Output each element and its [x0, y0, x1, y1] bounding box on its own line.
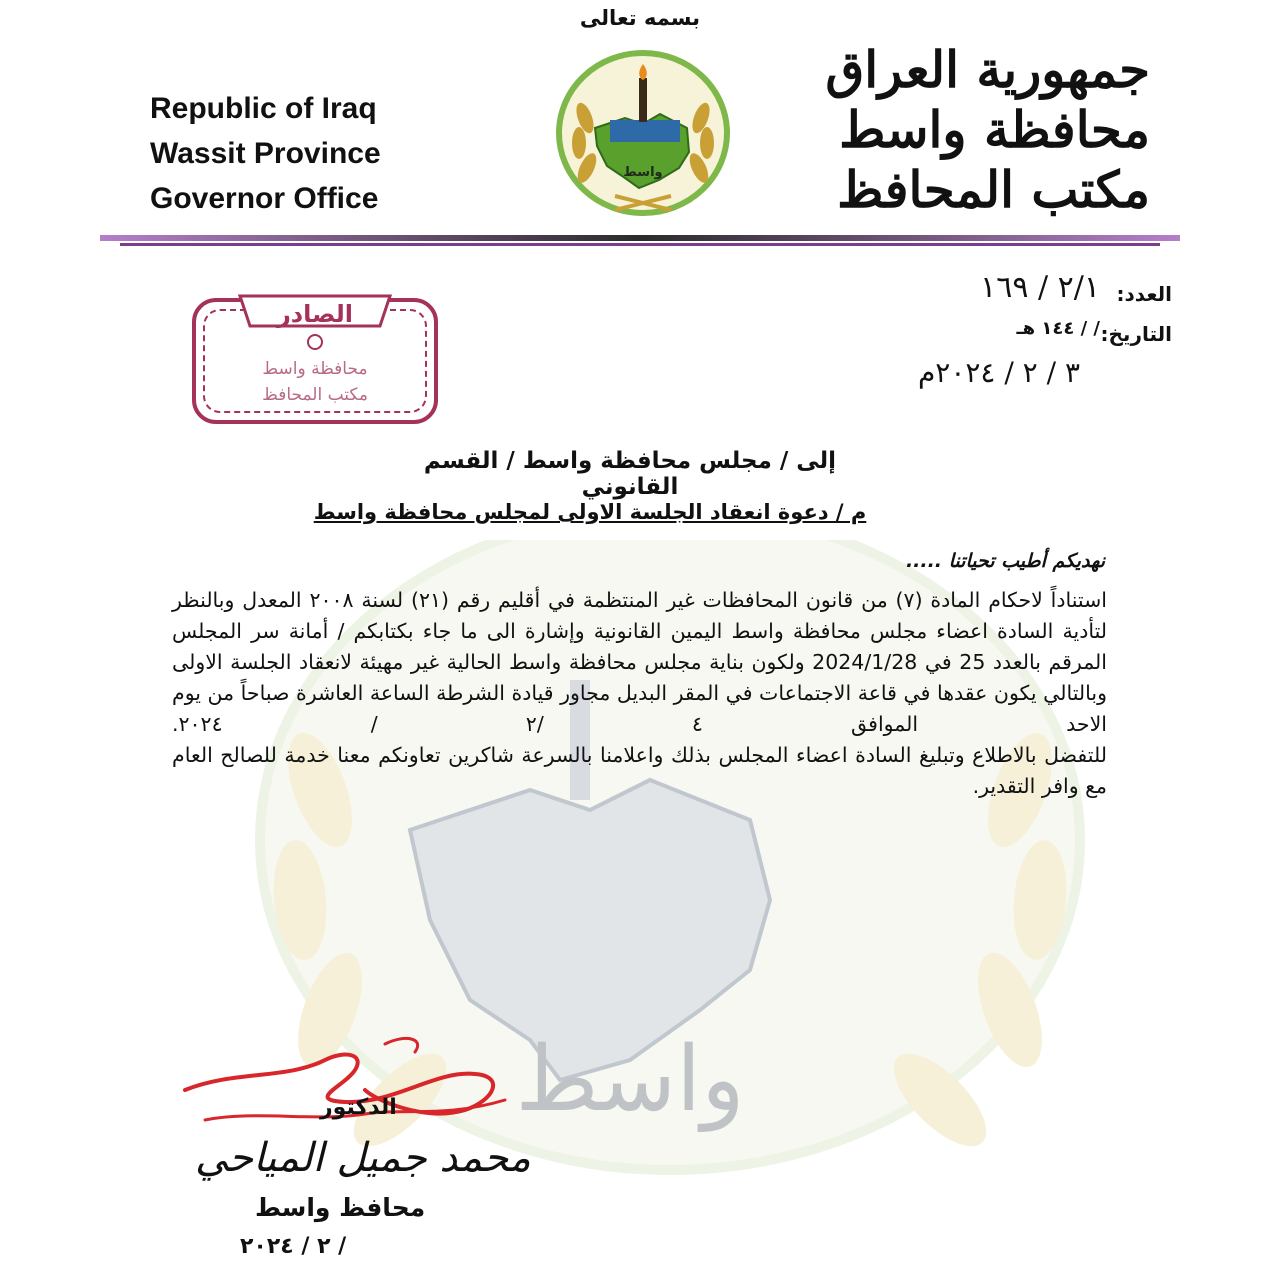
arabic-header-line-3: مكتب المحافظ	[837, 160, 1150, 219]
stamp-title: الصادر	[276, 300, 354, 328]
header-divider	[100, 232, 1180, 250]
gregorian-date: ٣ / ٢ / ٢٠٢٤م	[917, 356, 1080, 389]
reference-number-label: العدد:	[1116, 282, 1172, 306]
stamp-line-1: محافظة واسط	[262, 359, 368, 379]
english-header-line-2: Wassit Province	[150, 137, 381, 170]
body-paragraph-1: استناداً لاحكام المادة (٧) من قانون المحافظات غير المنتظمة في أقليم رقم (٢١) لسنة ٢٠٠٨ المعدل وبالنظر لتأدية السادة اعضاء مجلس محافظة واسط اليمين القانونية وإشارة الى ما جاء بكتابكم / أمانة سر المجلس المرقم بالعدد 25 في 2024/1/28 ولكون بناية مجلس محافظة واسط الحالية غير مهيئة لانعقاد الجلسة الاولى وبالتالي يكون عقدها في قاعة الاجتماعات في المقر البديل مجاور قيادة الشرطة الساعة العاشرة صباحاً من يوم الاحد الموافق ٤ /٢ / ٢٠٢٤.	[172, 588, 1107, 736]
handwritten-signature	[175, 1030, 545, 1140]
outgoing-stamp	[180, 286, 450, 436]
english-header-line-3: Governor Office	[150, 182, 379, 215]
watermark-text: واسط	[515, 1027, 745, 1132]
date-label: التاريخ:	[1100, 322, 1172, 346]
body-paragraph-2: للتفضل بالاطلاع وتبليغ السادة اعضاء المجلس بذلك واعلامنا بالسرعة شاكرين تعاونكم معنا خدمة للصالح العام مع وافر التقدير.	[172, 743, 1107, 798]
signature-date: / ٢ / ٢٠٢٤	[240, 1234, 347, 1259]
signatory-name: محمد جميل المياحي	[195, 1135, 531, 1181]
signatory-title: الدكتور	[320, 1095, 397, 1120]
wasit-emblem-logo	[555, 48, 731, 218]
english-header-line-1: Republic of Iraq	[150, 92, 377, 125]
reference-number-value: ٢/١ / ١٦٩	[980, 270, 1100, 305]
subject-line: م / دعوة انعقاد الجلسة الاولى لمجلس محافظة واسط	[313, 500, 867, 524]
emblem-label: واسط	[623, 165, 663, 180]
arabic-header-line-2: محافظة واسط	[839, 100, 1150, 159]
hijri-date: / / ١٤٤ هـ	[1016, 318, 1100, 339]
letter-body	[172, 585, 1107, 802]
greeting-line: نهديكم أطيب تحياتنا .....	[905, 550, 1105, 572]
signatory-role: محافظ واسط	[255, 1193, 426, 1222]
recipient-line: إلى / مجلس محافظة واسط / القسم القانوني	[423, 448, 837, 500]
basmala: بسمه تعالى	[579, 6, 701, 30]
arabic-header-line-1: جمهورية العراق	[825, 40, 1150, 99]
arabic-header	[826, 40, 1151, 220]
english-header	[150, 86, 381, 221]
stamp-line-2: مكتب المحافظ	[262, 385, 368, 405]
